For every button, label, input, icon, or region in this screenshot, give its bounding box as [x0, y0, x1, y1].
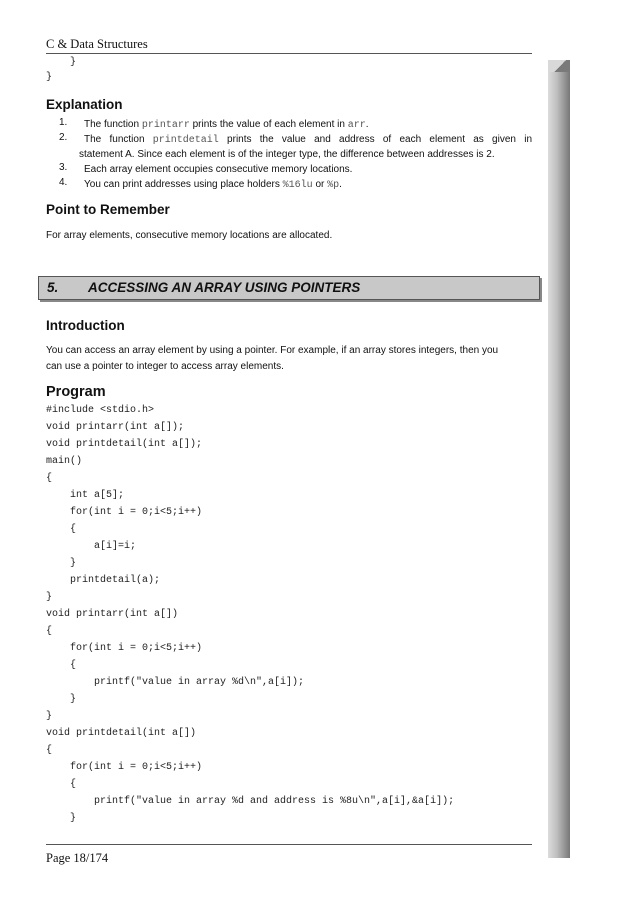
list-item-continuation: statement A. Since each element is of the integer type, the difference between addresses is 2. — [79, 149, 495, 160]
code-line: #include <stdio.h> — [46, 405, 155, 416]
code-line: } — [46, 694, 77, 705]
code-line: main() — [46, 456, 83, 467]
code-line: void printdetail(int a[]); — [46, 439, 203, 450]
code-line: } — [46, 72, 53, 83]
code-line: } — [46, 592, 53, 603]
introduction-line: can use a pointer to integer to access array elements. — [46, 361, 284, 372]
code-line: void printarr(int a[]); — [46, 422, 185, 433]
code-line: } — [46, 57, 77, 68]
header-rule — [46, 53, 532, 54]
code-line: void printarr(int a[]) — [46, 609, 179, 620]
code-line: for(int i = 0;i<5;i++) — [46, 507, 203, 518]
list-number: 2. — [59, 132, 68, 143]
section-number: 5. — [47, 280, 59, 295]
list-number: 1. — [59, 117, 68, 128]
code-line: printf("value in array %d and address is %8u\n",a[i],&a[i]); — [46, 796, 455, 807]
code-line: } — [46, 813, 77, 824]
code-line: int a[5]; — [46, 490, 125, 501]
footer-rule — [46, 844, 532, 845]
introduction-heading: Introduction — [46, 318, 125, 333]
page-header-title: C & Data Structures — [46, 37, 148, 51]
code-line: } — [46, 711, 53, 722]
list-item: The function printarr prints the value of each element in arr. — [84, 119, 369, 131]
program-heading: Program — [46, 384, 106, 400]
list-item: The function printdetail prints the value and address of each element as given in — [84, 134, 533, 146]
introduction-line: You can access an array element by using a pointer. For example, if an array stores integers, then you — [46, 345, 499, 356]
code-line: { — [46, 524, 77, 535]
list-item: You can print addresses using place holders %16lu or %p. — [84, 179, 342, 191]
page-edge-bar — [548, 72, 570, 858]
code-line: { — [46, 779, 77, 790]
code-line: { — [46, 660, 77, 671]
list-number: 4. — [59, 177, 68, 188]
code-line: for(int i = 0;i<5;i++) — [46, 643, 203, 654]
code-line: } — [46, 558, 77, 569]
explanation-heading: Explanation — [46, 97, 123, 112]
point-text: For array elements, consecutive memory locations are allocated. — [46, 230, 333, 241]
page-number: Page 18/174 — [46, 851, 109, 865]
code-line: for(int i = 0;i<5;i++) — [46, 762, 203, 773]
code-line: { — [46, 473, 53, 484]
code-line: { — [46, 626, 53, 637]
section-title: ACCESSING AN ARRAY USING POINTERS — [88, 280, 361, 295]
list-number: 3. — [59, 162, 68, 173]
code-line: { — [46, 745, 53, 756]
list-item: Each array element occupies consecutive memory locations. — [84, 164, 353, 175]
code-line: a[i]=i; — [46, 541, 137, 552]
code-line: printf("value in array %d\n",a[i]); — [46, 677, 305, 688]
point-heading: Point to Remember — [46, 202, 170, 217]
code-line: void printdetail(int a[]) — [46, 728, 197, 739]
section-banner — [38, 276, 540, 300]
code-line: printdetail(a); — [46, 575, 161, 586]
